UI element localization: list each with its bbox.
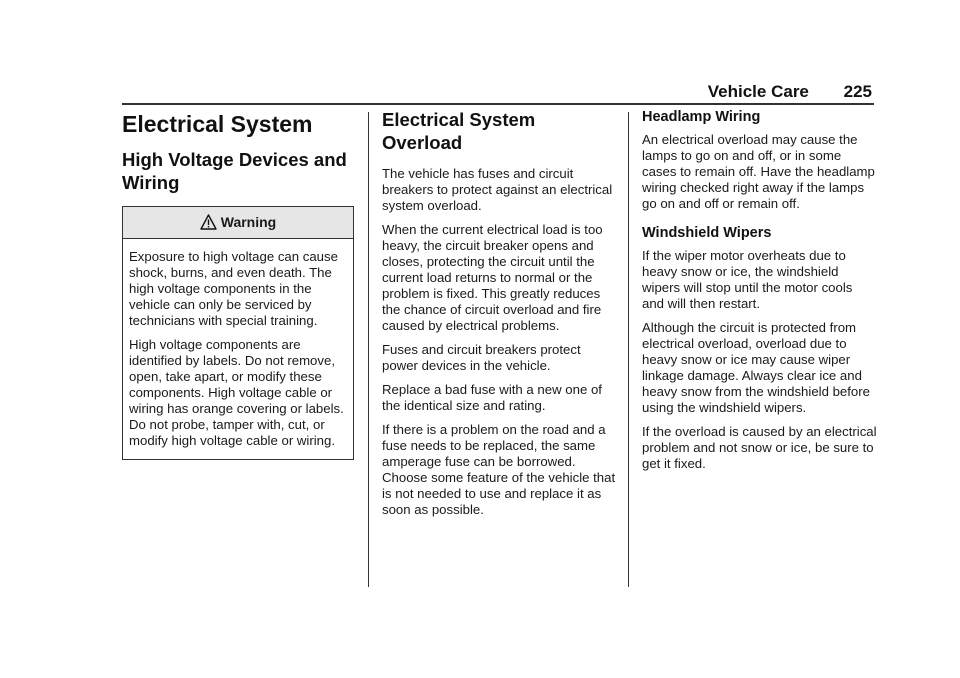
warning-paragraph-1: Exposure to high voltage can cause shock, burns, and even death. The high voltage components in the vehicle can only be serviced by technicians with special training.	[129, 249, 338, 328]
section-heading-high-voltage: High Voltage Devices and Wiring	[122, 149, 347, 193]
section-title: Vehicle Care	[707, 82, 809, 101]
paragraph: Although the circuit is protected from electrical overload, overload due to heavy snow or ice may cause wiper linkage damage. Always clear ice and heavy snow from the windshield before using the windshield wipers.	[642, 320, 870, 415]
column-divider-1	[368, 112, 369, 587]
column-2	[382, 108, 618, 526]
paragraph: An electrical overload may cause the lamps to go on and off, or in some cases to remain off. Have the headlamp wiring checked right away if the lamps go on and off or remain off.	[642, 132, 875, 211]
paragraph: Replace a bad fuse with a new one of the identical size and rating.	[382, 382, 602, 413]
paragraph: Fuses and circuit breakers protect power devices in the vehicle.	[382, 342, 581, 373]
paragraph: When the current electrical load is too heavy, the circuit breaker opens and closes, protecting the circuit until the current load returns to normal or the problem is fixed. This greatly reduces the chance of circuit overload and fire caused by electrical problems.	[382, 222, 603, 333]
subsection-heading-wipers: Windshield Wipers	[642, 225, 772, 241]
column-divider-2	[628, 112, 629, 587]
chapter-title: Electrical System	[122, 111, 313, 137]
warning-box	[122, 206, 354, 460]
paragraph: The vehicle has fuses and circuit breakers to protect against an electrical system overload.	[382, 166, 613, 213]
column-3	[642, 108, 878, 480]
subsection-heading-headlamp: Headlamp Wiring	[642, 109, 761, 125]
warning-header	[123, 207, 353, 239]
paragraph: If there is a problem on the road and a fuse needs to be replaced, the same amperage fuse can be borrowed. Choose some feature of the vehicle that is not needed to use and replace it as soon as possible.	[382, 422, 616, 517]
paragraph: If the overload is caused by an electrical problem and not snow or ice, be sure to get it fixed.	[642, 424, 877, 471]
column-1	[122, 108, 354, 460]
warning-paragraph-2: High voltage components are identified by labels. Do not remove, open, take apart, or modify these components. High voltage cable or wiring has orange covering or labels. Do not probe, tamper with, cut, or modify high voltage cable or wiring.	[129, 337, 344, 448]
warning-body	[123, 239, 353, 459]
page-number: 225	[843, 82, 872, 101]
section-heading-overload: Electrical System Overload	[382, 109, 536, 153]
page-header	[708, 82, 872, 102]
warning-triangle-icon	[200, 214, 217, 230]
header-divider	[122, 103, 874, 105]
paragraph: If the wiper motor overheats due to heavy snow or ice, the windshield wipers will stop until the motor cools and will then restart.	[642, 248, 853, 311]
warning-label: Warning	[220, 214, 277, 230]
